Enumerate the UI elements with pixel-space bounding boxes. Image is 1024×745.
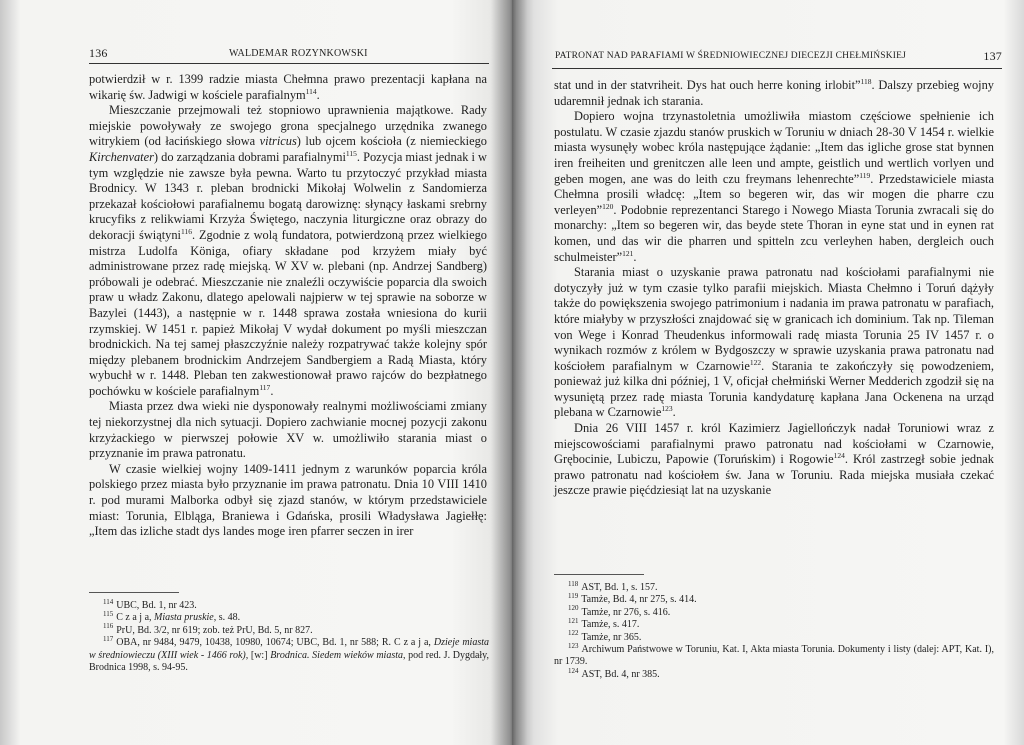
text-run: . Zgodnie z wolą fundatora, potwierdzoną przez wielkiego mistrza Ludolfa Königa, ofiary składane pod krzyżem miały być administrowane przez radę miejską. W XV w. plebani (np. Andrzej Sandberg) próbowali je odebrać. Mieszczanie nie znaleźli oczywiście poparcia dla swoich praw u władz Zakonu, dlatego apelowali najpierw w tej sprawie na soborze w Bazylei (1443), a następnie w r. 1448 sprawa została wniesiona do kurii rzymskiej. W 1451 r. papież Mikołaj V wydał dokument po myśli mieszczan brodnickich. Na tej samej płaszczyźnie należy rozpatrywać także kolejny spór między plebanem brodnickim Andrzejem Sandbergiem a Radą Miasta, który wybuchł w r. 1448. Pleban ten zakwestionował prawo rajców do bezpłatnego pochówku w kościele parafialnym bbox=[89, 227, 487, 398]
left-page-number: 136 bbox=[89, 46, 108, 60]
footnote bbox=[89, 622, 489, 637]
footnote-number: 117 bbox=[103, 634, 114, 643]
footnote bbox=[554, 616, 994, 631]
footnote-number: 116 bbox=[103, 622, 114, 631]
text-run: ) do zarządzania dobrami parafialnymi bbox=[153, 149, 346, 164]
text-run: [w:] bbox=[248, 649, 271, 661]
footnote bbox=[554, 629, 994, 644]
italic-text: Brodnica. Siedem wieków miasta bbox=[270, 649, 403, 661]
footnote bbox=[554, 641, 994, 669]
text-run: . bbox=[672, 405, 676, 420]
footnote-reference: 115 bbox=[345, 148, 357, 158]
footnote-reference: 124 bbox=[833, 451, 845, 461]
text-run: Dnia 26 VIII 1457 r. król Kazimierz Jagiellończyk nadał Toruniowi wraz z miejscowościami parafialnymi prawo patronatu nad kościołami w Czarnowie, Grębocinie, Lubiczu, Papowie (Toruńskim) i Rogowie bbox=[554, 421, 994, 467]
footnote-reference: 121 bbox=[622, 248, 634, 258]
text-run: . Przedstawiciele miasta Chełmna prosili władcę: „Item so begeren wir, das wir mogen die pharre czu verleyen” bbox=[554, 171, 994, 217]
text-run: AST, Bd. 1, s. 157. bbox=[581, 582, 658, 593]
footnote-number: 120 bbox=[568, 604, 579, 613]
paragraph bbox=[554, 421, 994, 499]
text-run: OBA, nr 9484, 9479, 10438, 10980, 10674; UBC, Bd. 1, nr 588; R. C z a j a, bbox=[116, 637, 434, 649]
footnote-number: 118 bbox=[568, 579, 579, 588]
footnote bbox=[89, 597, 489, 612]
text-run: AST, Bd. 4, nr 385. bbox=[581, 668, 660, 680]
right-page-number: 137 bbox=[983, 49, 1002, 63]
footnote-number: 124 bbox=[568, 666, 579, 675]
text-run: Tamże, nr 365. bbox=[581, 631, 642, 643]
right-footnotes bbox=[554, 579, 994, 681]
left-body-text bbox=[89, 72, 487, 540]
text-run: , pod red. J. Dygdały, Brodnica 1998, s. 94-95. bbox=[89, 649, 490, 674]
text-run: Archiwum Państwowe w Toruniu, Kat. I, Akta miasta Torunia. Dokumenty i listy (dalej: APT, Kat. I), nr 1739. bbox=[554, 644, 994, 668]
footnote bbox=[554, 666, 994, 681]
italic-text: vitricus bbox=[259, 134, 297, 149]
text-run: PrU, Bd. 3/2, nr 619; zob. też PrU, Bd. 5, nr 827. bbox=[116, 624, 313, 636]
right-body-text bbox=[554, 78, 994, 499]
text-run: Tamże, s. 417. bbox=[581, 619, 640, 631]
footnote-number: 123 bbox=[568, 641, 579, 650]
text-run: . Starania te zakończyły się powodzeniem, ponieważ już kilka dni później, 1 V, oficjał chełmiński Werner Medderich zgodził się na wysuniętą przez radę miasta Torunia kandydaturę kapłana Jana Ockenena na urząd plebana w Czarnowie bbox=[554, 358, 994, 420]
footnote-reference: 118 bbox=[860, 76, 872, 86]
left-running-title: WALDEMAR ROZYNKOWSKI bbox=[229, 48, 368, 59]
text-run: . Król zastrzegł sobie jednak prawo patronatu nad kościołem św. Jana w Toruniu. Rada miejska musiała czekać jeszcze prawie pięćdziesiąt lat na uzyskanie bbox=[554, 452, 994, 498]
left-footnote-rule bbox=[89, 592, 179, 593]
text-run: , s. 48. bbox=[213, 612, 241, 624]
italic-text: Miasta pruskie bbox=[154, 612, 214, 624]
footnote bbox=[89, 612, 489, 624]
text-run: Miasta przez dwa wieki nie dysponowały realnymi możliwościami zmiany tej niekorzystnej dla nich sytuacji. Dopiero zachwianie mocnej pozycji zakonu krzyżackiego w pierwszej połowie XV w. umożliwiło starania miast o przyznanie im prawa patronatu. bbox=[89, 399, 487, 461]
paragraph bbox=[89, 462, 487, 540]
text-run: . bbox=[316, 87, 320, 102]
text-run: C z a j a, bbox=[116, 612, 155, 624]
footnote-number: 119 bbox=[568, 592, 579, 601]
text-run: UBC, Bd. 1, nr 423. bbox=[116, 600, 197, 611]
footnote bbox=[554, 604, 994, 619]
footnote-reference: 122 bbox=[749, 357, 762, 367]
footnote bbox=[89, 634, 490, 674]
footnote-number: 115 bbox=[103, 610, 114, 619]
footnote-reference: 119 bbox=[859, 170, 871, 180]
left-footnotes bbox=[89, 597, 490, 674]
text-run: stat und in der statvriheit. Dys hat ouch herre koning irlobit” bbox=[554, 78, 861, 92]
text-run: W czasie wielkiej wojny 1409-1411 jednym z warunków poparcia króla polskiego przez miasta było przyznanie im prawa patronatu. Dnia 10 VIII 1410 r. pod murami Malborka odbył się zjazd stanów, w którym przedstawiciele miast: Torunia, Elbląga, Braniewa i Gdańska, prosili Władysława Jagiełłę: „Item das izliche stadt dys landes moge iren pfarrer seczen in irer bbox=[89, 461, 487, 539]
footnote-number: 114 bbox=[103, 597, 114, 606]
text-run: . Dalszy przebieg wojny udaremnił jednak ich starania. bbox=[554, 78, 995, 108]
left-header-rule bbox=[89, 63, 489, 64]
footnote-number: 121 bbox=[568, 616, 579, 625]
text-run: . Podobnie reprezentanci Starego i Nowego Miasta Torunia zwracali się do monarchy: „Item so begeren wir, das beyde stete Thoran in eyne stat und in eynen rat komen, und das wir die pharren und spitteln zcu verleyhen haben, dergleich ouch schulmeister” bbox=[554, 202, 994, 264]
footnote-reference: 120 bbox=[602, 201, 614, 211]
text-run: Tamże, nr 276, s. 416. bbox=[581, 606, 671, 618]
paragraph bbox=[554, 109, 994, 265]
text-run: Tamże, Bd. 4, nr 275, s. 414. bbox=[581, 594, 697, 606]
text-run: ) lub ojcem kościoła (z niemieckiego bbox=[296, 134, 487, 149]
right-page bbox=[512, 0, 1024, 745]
italic-text: Kirchenvater bbox=[89, 149, 154, 164]
text-run: Mieszczanie przejmowali też stopniowo uprawnienia majątkowe. Rady miejskie powoływały ze swojego grona specjalnego urzędnika zwanego witrykiem (od łacińskiego słowa bbox=[89, 103, 487, 149]
footnote bbox=[554, 594, 994, 606]
right-header-rule bbox=[552, 68, 1002, 69]
right-running-title: PATRONAT NAD PARAFIAMI W ŚREDNIOWIECZNEJ DIECEZJI CHEŁMIŃSKIEJ bbox=[555, 51, 907, 61]
text-run: Dopiero wojna trzynastoletnia umożliwiła miastom częściowe spełnienie ich postulatu. W czasie zjazdu stanów pruskich w Toruniu w dniach 28-30 V 1454 r. wielkie miasta wysunęły wobec króla następujące żądanie: „Item das igliche grose stat bynnen iren freiheiten und grenitczen alle leen und ampte, geistlich und wertlich vorlyen und geben mogen, ane was do leith czu freymans lehenrechte” bbox=[554, 109, 994, 186]
text-run: . Pozycja miast jednak i w tym względzie nie zawsze była pewna. Warto tu przytoczyć przykład miasta Brodnicy. W 1343 r. pleban brodnicki Mikołaj Wolwelin z Sandomierza przekazał kościołowi parafialnemu bogatą darowiznę: słynący łaskami srebrny krucyfiks z relikwiami Krzyża Świętego, naczynia liturgiczne oraz obrazy do dekoracji świątyni bbox=[89, 149, 487, 242]
paragraph bbox=[89, 72, 487, 103]
paragraph bbox=[89, 103, 487, 399]
footnote-reference: 114 bbox=[305, 86, 317, 96]
footnote-reference: 117 bbox=[259, 382, 271, 392]
text-run: potwierdził w r. 1399 radzie miasta Chełmna prawo prezentacji kapłana na wikarię św. Jadwigi w kościele parafialnym bbox=[89, 72, 487, 102]
footnote bbox=[554, 579, 994, 594]
right-footnote-rule bbox=[554, 574, 644, 575]
footnote-reference: 123 bbox=[661, 404, 673, 414]
footnote-number: 122 bbox=[568, 629, 579, 638]
paragraph bbox=[554, 265, 994, 421]
book-gutter bbox=[490, 0, 534, 745]
text-run: Starania miast o uzyskanie prawa patronatu nad kościołami parafialnymi nie dotyczyły już w tym czasie tylko parafii miejskich. Miasta Chełmno i Toruń dążyły także do powiększenia swojego patrimonium i nadania im prawa patronatu w parafiach, które miałyby w przyszłości znajdować się w granicach ich dominium. Tak np. Tileman von Wege i Konrad Theudenkus informowali radę miasta Torunia 25 IV 1457 r. o wynikach rozmów z królem w Bydgoszczy w sprawie uzyskania prawa patronatu nad kościołem parafialnym w Czarnowie bbox=[554, 265, 994, 373]
italic-text: Dzieje miasta w średniowieczu (XIII wiek - 1466 rok), bbox=[89, 637, 489, 661]
paragraph bbox=[89, 399, 487, 461]
text-run: . bbox=[633, 249, 637, 264]
text-run: . bbox=[270, 383, 274, 398]
paragraph bbox=[554, 78, 994, 109]
footnote-reference: 116 bbox=[181, 226, 192, 236]
